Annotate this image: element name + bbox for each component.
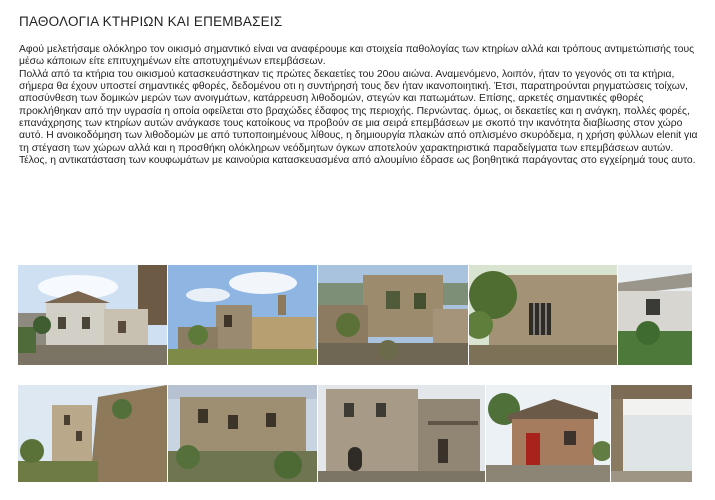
photo-stone-tower xyxy=(18,385,167,482)
photo-village-street xyxy=(18,265,167,365)
photo-collapsed-walls xyxy=(318,265,468,365)
photo-stone-window-tree xyxy=(469,265,617,365)
photo-stone-ruin-rooftops xyxy=(168,385,317,482)
photo-vaulted-interior xyxy=(611,385,692,482)
main-paragraph: Πολλά από τα κτήρια του οικισμού κατασκευάστηκαν τις πρώτες δεκαετίες του 20ου αιώνα. Αναμενόμενο, λοιπόν, ήταν το γεγονός οτι τα κτήρια, σήμερα θα έχουν υποστεί σημαντικές φθορές, δεδομένου οτι η συντήρησή τους δεν ήταν ικανοποιητική. Έτσι, παρατηρούνται ρηγματώσεις τοίχων, αποσύνθεση των δομικών μερών των ανοιγμάτων, κατάρρευση λιθοδομών, στεγών και πατωμάτων. Επίσης, αρκετές σημαντικές φθορές προκλήθηκαν από την υγρασία η οποία οφείλεται στο βραχώδες έδαφος της περιοχής. Περνώντας. όμως, οι δεκαετίες και η ανάγκη, πολλές φορές, επανάχρησης των κτηρίων αυτών ανάγκασε τους κατοίκους να προβούν σε μια σειρά επεμβάσεων με σκοπό την ικανότητα διαβίωσης στον χώρο αυτό. Η ανοικοδόμηση των λιθοδομών με από τυποποιημένους λίθους, η δημιουργία πλακών από οπλισμένο σκυρόδεμα, η χρήση φύλλων elenit για τη στέγαση των χώρων αλλά και η προσθήκη ολόκληρων νεόδμητων όγκων αποτελούν χαρακτηριστικά παραδείγματα των επεμβάσεων αυτών. Τέλος, η αντικατάσταση των κουφωμάτων με καινούρια κατασκευασμένα από αλουμίνιο έδρασε ως βοηθητικά παράγοντας στο εγχείρημά τους αυτο. xyxy=(19,68,698,167)
intro-paragraph: Αφού μελετήσαμε ολόκληρο τον οικισμό σημαντικό είναι να αναφέρουμε και στοιχεία παθολογίας των κτηρίων αλλά και τρόπους αντιμετώπισής τους μέσω κάποιων είτε επιτυχημένων είτε αποτυχημένων επεμβάσεων. xyxy=(19,44,695,68)
photo-stone-house-red-door xyxy=(486,385,610,482)
photo-stone-facade-balcony xyxy=(318,385,485,482)
photo-strip-bottom xyxy=(18,385,692,482)
body-text xyxy=(19,44,699,167)
photo-strip-top xyxy=(18,265,692,365)
photo-whitewashed-house xyxy=(618,265,692,365)
photo-ruined-house xyxy=(168,265,317,365)
page-title: ΠΑΘΟΛΟΓΙΑ ΚΤΗΡΙΩΝ ΚΑΙ ΕΠΕΜΒΑΣΕΙΣ xyxy=(19,14,283,29)
